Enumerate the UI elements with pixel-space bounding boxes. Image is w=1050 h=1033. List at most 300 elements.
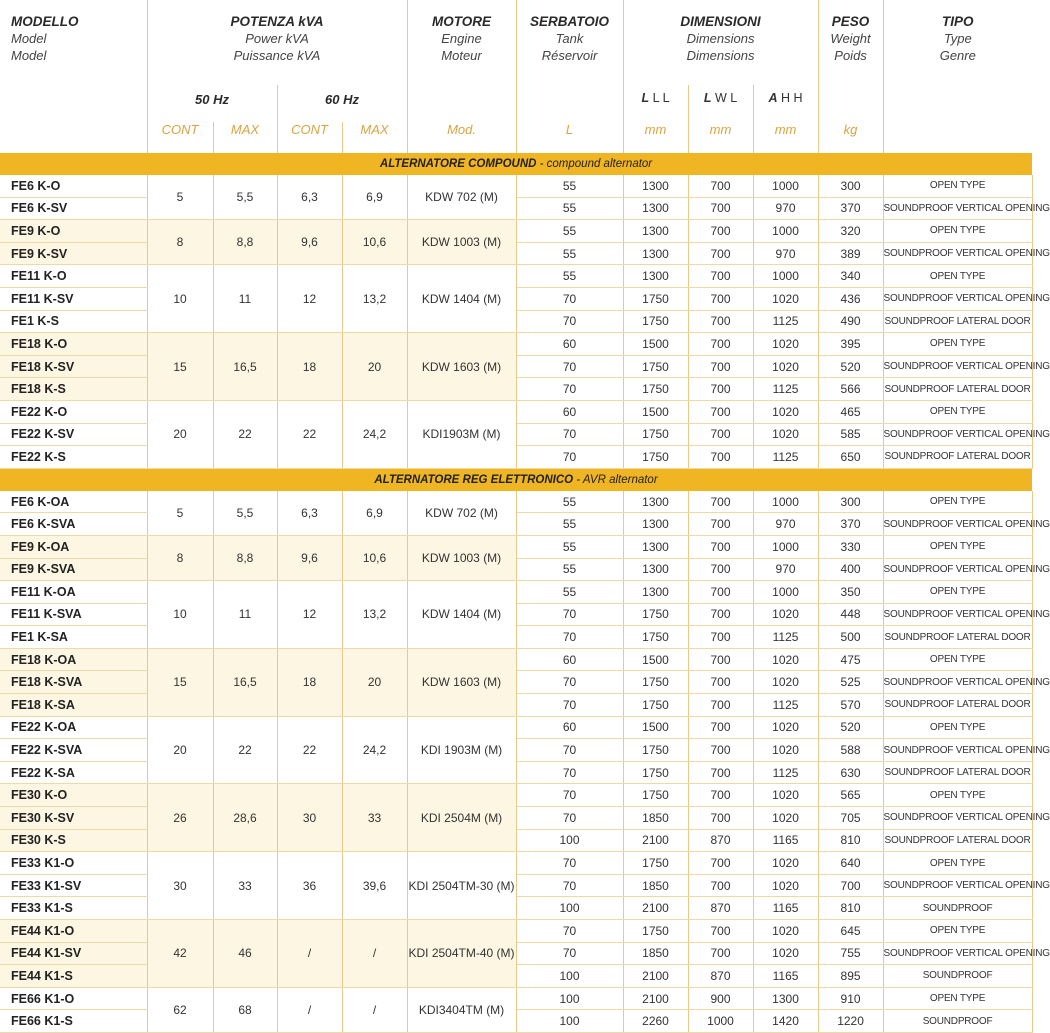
type-cell: SOUNDPROOF: [883, 897, 1032, 920]
power-60hz-max-cell: 10,6: [342, 220, 407, 265]
section-title: [0, 153, 1032, 175]
width-cell: 700: [688, 265, 753, 288]
model-cell: FE44 K1-SV: [0, 942, 147, 965]
col-header-modello: MODELLO Model Model: [0, 0, 147, 122]
col-header-peso: PESO Weight Poids: [818, 0, 883, 122]
type-cell: SOUNDPROOF VERTICAL OPENING: [883, 807, 1032, 830]
power-50hz-max-cell: 22: [213, 400, 277, 468]
power-60hz-max-cell: 24,2: [342, 716, 407, 784]
model-cell: FE22 K-OA: [0, 716, 147, 739]
engine-cell: KDI 2504M (M): [407, 784, 516, 852]
length-cell: 1300: [623, 581, 688, 604]
power-50hz-max-cell: 68: [213, 987, 277, 1032]
engine-cell: KDW 1003 (M): [407, 220, 516, 265]
engine-cell: KDI 2504TM-30 (M): [407, 852, 516, 920]
tank-cell: 70: [516, 446, 623, 469]
type-cell: SOUNDPROOF VERTICAL OPENING: [883, 287, 1032, 310]
power-50hz-cont-cell: 5: [147, 491, 213, 536]
type-cell: SOUNDPROOF VERTICAL OPENING: [883, 558, 1032, 581]
tank-cell: 60: [516, 648, 623, 671]
engine-cell: KDI 2504TM-40 (M): [407, 920, 516, 988]
type-cell: OPEN TYPE: [883, 716, 1032, 739]
width-cell: 700: [688, 310, 753, 333]
power-60hz-cont-cell: 9,6: [277, 535, 342, 580]
weight-cell: 520: [818, 355, 883, 378]
unit-max50: MAX: [213, 122, 277, 153]
tank-cell: 70: [516, 378, 623, 401]
length-cell: 1300: [623, 197, 688, 220]
width-cell: 700: [688, 648, 753, 671]
width-cell: 700: [688, 739, 753, 762]
power-50hz-cont-cell: 26: [147, 784, 213, 852]
tank-cell: 70: [516, 287, 623, 310]
weight-cell: 755: [818, 942, 883, 965]
tank-cell: 70: [516, 626, 623, 649]
length-cell: 1750: [623, 920, 688, 943]
height-cell: 1020: [753, 852, 818, 875]
height-cell: 1020: [753, 920, 818, 943]
table-row: [0, 852, 1032, 875]
type-cell: SOUNDPROOF LATERAL DOOR: [883, 694, 1032, 717]
height-cell: 1020: [753, 355, 818, 378]
type-cell: OPEN TYPE: [883, 333, 1032, 356]
weight-cell: 370: [818, 197, 883, 220]
length-cell: 1300: [623, 491, 688, 513]
width-cell: 700: [688, 220, 753, 243]
length-cell: 1750: [623, 626, 688, 649]
power-50hz-max-cell: 28,6: [213, 784, 277, 852]
tank-cell: 70: [516, 852, 623, 875]
height-cell: 1000: [753, 220, 818, 243]
model-cell: FE11 K-OA: [0, 581, 147, 604]
model-cell: FE18 K-OA: [0, 648, 147, 671]
power-50hz-max-cell: 46: [213, 920, 277, 988]
section-title-bold: ALTERNATORE COMPOUND: [379, 158, 537, 170]
model-cell: FE11 K-SVA: [0, 603, 147, 626]
weight-cell: 500: [818, 626, 883, 649]
height-cell: 1000: [753, 175, 818, 197]
width-cell: 700: [688, 446, 753, 469]
height-cell: 1020: [753, 716, 818, 739]
type-cell: OPEN TYPE: [883, 400, 1032, 423]
model-cell: FE9 K-SVA: [0, 558, 147, 581]
model-cell: FE22 K-SA: [0, 761, 147, 784]
length-cell: 1750: [623, 603, 688, 626]
type-cell: SOUNDPROOF VERTICAL OPENING: [883, 739, 1032, 762]
engine-cell: KDW 1404 (M): [407, 265, 516, 333]
length-cell: 1300: [623, 513, 688, 536]
weight-cell: 525: [818, 671, 883, 694]
col-header-serbatoio: SERBATOIO Tank Réservoir: [516, 0, 623, 122]
tank-cell: 100: [516, 987, 623, 1010]
width-cell: 700: [688, 400, 753, 423]
model-cell: FE11 K-SV: [0, 287, 147, 310]
height-cell: 1000: [753, 581, 818, 604]
type-cell: SOUNDPROOF VERTICAL OPENING: [883, 423, 1032, 446]
height-cell: 1000: [753, 535, 818, 558]
type-cell: SOUNDPROOF VERTICAL OPENING: [883, 874, 1032, 897]
tank-cell: 70: [516, 807, 623, 830]
width-cell: 700: [688, 761, 753, 784]
weight-cell: 810: [818, 897, 883, 920]
height-cell: 1020: [753, 784, 818, 807]
length-cell: 1750: [623, 310, 688, 333]
table-row: [0, 400, 1032, 423]
length-cell: 1750: [623, 739, 688, 762]
tank-cell: 55: [516, 535, 623, 558]
model-cell: FE22 K-O: [0, 400, 147, 423]
power-60hz-max-cell: 20: [342, 333, 407, 401]
width-cell: 700: [688, 558, 753, 581]
height-cell: 1020: [753, 333, 818, 356]
tank-cell: 100: [516, 1010, 623, 1033]
power-60hz-cont-cell: 12: [277, 265, 342, 333]
engine-cell: KDW 1603 (M): [407, 333, 516, 401]
width-cell: 870: [688, 965, 753, 988]
power-60hz-cont-cell: 22: [277, 716, 342, 784]
length-cell: 2260: [623, 1010, 688, 1033]
length-cell: 1750: [623, 784, 688, 807]
width-cell: 700: [688, 852, 753, 875]
height-cell: 970: [753, 558, 818, 581]
width-cell: 870: [688, 897, 753, 920]
type-cell: SOUNDPROOF VERTICAL OPENING: [883, 671, 1032, 694]
weight-cell: 389: [818, 242, 883, 265]
length-cell: 1300: [623, 265, 688, 288]
power-60hz-cont-cell: 6,3: [277, 491, 342, 536]
power-60hz-max-cell: 33: [342, 784, 407, 852]
width-cell: 700: [688, 355, 753, 378]
length-cell: 1750: [623, 378, 688, 401]
tank-cell: 100: [516, 965, 623, 988]
weight-cell: 465: [818, 400, 883, 423]
unit-mm-l: mm: [623, 122, 688, 153]
height-cell: 1125: [753, 378, 818, 401]
col-header-tipo: TIPO Type Genre: [939, 14, 976, 63]
height-cell: 1020: [753, 807, 818, 830]
type-cell: SOUNDPROOF LATERAL DOOR: [883, 378, 1032, 401]
engine-cell: KDW 1603 (M): [407, 648, 516, 716]
type-cell: SOUNDPROOF LATERAL DOOR: [883, 446, 1032, 469]
table-row: [0, 648, 1032, 671]
height-cell: 1020: [753, 671, 818, 694]
type-cell: SOUNDPROOF VERTICAL OPENING: [883, 355, 1032, 378]
height-cell: 1125: [753, 626, 818, 649]
weight-cell: 910: [818, 987, 883, 1010]
height-cell: 1420: [753, 1010, 818, 1033]
tank-cell: 55: [516, 491, 623, 513]
length-cell: 2100: [623, 829, 688, 852]
power-50hz-cont-cell: 62: [147, 987, 213, 1032]
power-50hz-cont-cell: 10: [147, 265, 213, 333]
unit-mm-h: mm: [753, 122, 818, 153]
height-cell: 1020: [753, 874, 818, 897]
model-cell: FE22 K-S: [0, 446, 147, 469]
width-cell: 700: [688, 581, 753, 604]
power-50hz-cont-cell: 20: [147, 400, 213, 468]
height-cell: 1020: [753, 942, 818, 965]
weight-cell: 700: [818, 874, 883, 897]
power-60hz-max-cell: 13,2: [342, 581, 407, 649]
type-cell: OPEN TYPE: [883, 581, 1032, 604]
length-cell: 2100: [623, 965, 688, 988]
table-row: [0, 535, 1032, 558]
length-cell: 1500: [623, 400, 688, 423]
unit-cont50: CONT: [147, 122, 213, 153]
col-header-dimensioni: DIMENSIONI Dimensions Dimensions: [623, 0, 818, 85]
power-50hz-cont-cell: 15: [147, 648, 213, 716]
section-title-rest: - AVR alternator: [573, 473, 658, 486]
table-body: [0, 153, 1050, 1032]
width-cell: 700: [688, 942, 753, 965]
model-cell: FE6 K-SV: [0, 197, 147, 220]
type-cell: SOUNDPROOF VERTICAL OPENING: [883, 513, 1032, 536]
length-cell: 1750: [623, 446, 688, 469]
tank-cell: 70: [516, 739, 623, 762]
power-60hz-max-cell: 24,2: [342, 400, 407, 468]
power-50hz-max-cell: 33: [213, 852, 277, 920]
type-cell: SOUNDPROOF VERTICAL OPENING: [883, 242, 1032, 265]
weight-cell: 565: [818, 784, 883, 807]
power-60hz-cont-cell: 18: [277, 333, 342, 401]
length-cell: 1500: [623, 716, 688, 739]
unit-mm-w: mm: [688, 122, 753, 153]
unit-kg: kg: [818, 122, 883, 153]
type-cell: SOUNDPROOF LATERAL DOOR: [883, 310, 1032, 333]
height-cell: 1125: [753, 446, 818, 469]
engine-cell: KDI 1903M (M): [407, 716, 516, 784]
model-cell: FE22 K-SV: [0, 423, 147, 446]
type-cell: OPEN TYPE: [883, 220, 1032, 243]
table-row: [0, 716, 1032, 739]
tank-cell: 55: [516, 581, 623, 604]
power-60hz-cont-cell: 9,6: [277, 220, 342, 265]
width-cell: 700: [688, 694, 753, 717]
weight-cell: 585: [818, 423, 883, 446]
power-50hz-max-cell: 5,5: [213, 491, 277, 536]
model-cell: FE18 K-SVA: [0, 671, 147, 694]
height-cell: 1125: [753, 694, 818, 717]
power-60hz-max-cell: /: [342, 920, 407, 988]
power-50hz-cont-cell: 10: [147, 581, 213, 649]
weight-cell: 448: [818, 603, 883, 626]
section-title-bold: ALTERNATORE REG ELETTRONICO: [374, 473, 574, 486]
type-cell: SOUNDPROOF LATERAL DOOR: [883, 761, 1032, 784]
weight-cell: 520: [818, 716, 883, 739]
height-cell: 1020: [753, 400, 818, 423]
table-row: [0, 491, 1032, 513]
tank-cell: 55: [516, 513, 623, 536]
model-cell: FE33 K1-S: [0, 897, 147, 920]
power-60hz-cont-cell: /: [277, 987, 342, 1032]
model-cell: FE6 K-OA: [0, 491, 147, 513]
model-cell: FE18 K-SA: [0, 694, 147, 717]
width-cell: 700: [688, 920, 753, 943]
length-cell: 1750: [623, 671, 688, 694]
dim-w-header: L W L: [688, 85, 753, 122]
tank-cell: 70: [516, 355, 623, 378]
table-row: [0, 220, 1032, 243]
model-cell: FE18 K-SV: [0, 355, 147, 378]
type-cell: SOUNDPROOF VERTICAL OPENING: [883, 603, 1032, 626]
width-cell: 1000: [688, 1010, 753, 1033]
power-60hz-cont-cell: 6,3: [277, 175, 342, 220]
tank-cell: 70: [516, 603, 623, 626]
hz50-header: 50 Hz: [147, 85, 277, 122]
power-50hz-max-cell: 8,8: [213, 535, 277, 580]
height-cell: 1165: [753, 897, 818, 920]
height-cell: 1165: [753, 965, 818, 988]
tank-cell: 70: [516, 920, 623, 943]
weight-cell: 475: [818, 648, 883, 671]
model-cell: FE18 K-O: [0, 333, 147, 356]
weight-cell: 320: [818, 220, 883, 243]
weight-cell: 588: [818, 739, 883, 762]
unit-max60: MAX: [342, 122, 407, 153]
power-50hz-max-cell: 16,5: [213, 648, 277, 716]
power-60hz-max-cell: 6,9: [342, 175, 407, 220]
model-cell: FE9 K-OA: [0, 535, 147, 558]
power-60hz-cont-cell: 22: [277, 400, 342, 468]
height-cell: 1000: [753, 265, 818, 288]
table-row: [0, 265, 1032, 288]
tank-cell: 55: [516, 197, 623, 220]
power-50hz-cont-cell: 8: [147, 535, 213, 580]
power-60hz-max-cell: /: [342, 987, 407, 1032]
model-cell: FE44 K1-O: [0, 920, 147, 943]
width-cell: 700: [688, 626, 753, 649]
model-cell: FE22 K-SVA: [0, 739, 147, 762]
type-cell: OPEN TYPE: [883, 852, 1032, 875]
height-cell: 1165: [753, 829, 818, 852]
engine-cell: KDW 702 (M): [407, 175, 516, 220]
model-cell: FE9 K-O: [0, 220, 147, 243]
table-row: [0, 333, 1032, 356]
height-cell: 1125: [753, 310, 818, 333]
power-60hz-cont-cell: 12: [277, 581, 342, 649]
type-cell: OPEN TYPE: [883, 491, 1032, 513]
height-cell: 1000: [753, 491, 818, 513]
length-cell: 1750: [623, 852, 688, 875]
power-50hz-cont-cell: 20: [147, 716, 213, 784]
power-50hz-cont-cell: 5: [147, 175, 213, 220]
power-60hz-max-cell: 13,2: [342, 265, 407, 333]
power-50hz-max-cell: 11: [213, 265, 277, 333]
length-cell: 1750: [623, 694, 688, 717]
height-cell: 1300: [753, 987, 818, 1010]
model-cell: FE1 K-S: [0, 310, 147, 333]
tank-cell: 55: [516, 558, 623, 581]
table-row: [0, 581, 1032, 604]
model-cell: FE33 K1-SV: [0, 874, 147, 897]
width-cell: 700: [688, 287, 753, 310]
width-cell: 700: [688, 535, 753, 558]
power-60hz-cont-cell: /: [277, 920, 342, 988]
weight-cell: 810: [818, 829, 883, 852]
model-cell: FE1 K-SA: [0, 626, 147, 649]
length-cell: 1300: [623, 220, 688, 243]
height-cell: 1020: [753, 287, 818, 310]
height-cell: 1020: [753, 603, 818, 626]
power-50hz-cont-cell: 15: [147, 333, 213, 401]
tank-cell: 70: [516, 784, 623, 807]
model-cell: FE30 K-O: [0, 784, 147, 807]
tank-cell: 55: [516, 175, 623, 197]
weight-cell: 300: [818, 175, 883, 197]
height-cell: 970: [753, 242, 818, 265]
weight-cell: 300: [818, 491, 883, 513]
length-cell: 2100: [623, 987, 688, 1010]
weight-cell: 895: [818, 965, 883, 988]
length-cell: 1750: [623, 761, 688, 784]
width-cell: 700: [688, 491, 753, 513]
power-60hz-max-cell: 6,9: [342, 491, 407, 536]
weight-cell: 570: [818, 694, 883, 717]
power-50hz-max-cell: 8,8: [213, 220, 277, 265]
power-50hz-max-cell: 11: [213, 581, 277, 649]
length-cell: 1750: [623, 423, 688, 446]
model-cell: FE33 K1-O: [0, 852, 147, 875]
type-cell: SOUNDPROOF LATERAL DOOR: [883, 626, 1032, 649]
tank-cell: 70: [516, 671, 623, 694]
hz60-header: 60 Hz: [277, 85, 407, 122]
length-cell: 1850: [623, 874, 688, 897]
section-header: [0, 153, 1032, 175]
power-50hz-max-cell: 5,5: [213, 175, 277, 220]
width-cell: 700: [688, 874, 753, 897]
model-cell: FE9 K-SV: [0, 242, 147, 265]
weight-cell: 350: [818, 581, 883, 604]
length-cell: 1300: [623, 558, 688, 581]
model-cell: FE6 K-O: [0, 175, 147, 197]
engine-cell: KDI3404TM (M): [407, 987, 516, 1032]
power-60hz-max-cell: 10,6: [342, 535, 407, 580]
power-50hz-cont-cell: 30: [147, 852, 213, 920]
table-row: [0, 175, 1032, 197]
tank-cell: 70: [516, 942, 623, 965]
weight-cell: 630: [818, 761, 883, 784]
section-header: [0, 468, 1032, 491]
tank-cell: 70: [516, 423, 623, 446]
table-row: [0, 987, 1032, 1010]
width-cell: 700: [688, 333, 753, 356]
unit-blank: [0, 122, 147, 153]
length-cell: 1500: [623, 648, 688, 671]
tank-cell: 60: [516, 716, 623, 739]
type-cell: OPEN TYPE: [883, 535, 1032, 558]
power-50hz-max-cell: 16,5: [213, 333, 277, 401]
weight-cell: 395: [818, 333, 883, 356]
model-cell: FE18 K-S: [0, 378, 147, 401]
tank-cell: 55: [516, 265, 623, 288]
tank-cell: 100: [516, 897, 623, 920]
length-cell: 1750: [623, 355, 688, 378]
width-cell: 700: [688, 423, 753, 446]
width-cell: 700: [688, 242, 753, 265]
weight-cell: 400: [818, 558, 883, 581]
type-cell: OPEN TYPE: [883, 920, 1032, 943]
type-cell: OPEN TYPE: [883, 987, 1032, 1010]
section-title: [0, 468, 1032, 491]
weight-cell: 650: [818, 446, 883, 469]
tank-cell: 100: [516, 829, 623, 852]
unit-mod: Mod.: [407, 122, 516, 153]
unit-blank-tipo: [883, 122, 1032, 153]
dim-l-header: L L L: [623, 85, 688, 122]
unit-cont60: CONT: [277, 122, 342, 153]
power-60hz-max-cell: 20: [342, 648, 407, 716]
type-cell: SOUNDPROOF: [883, 1010, 1032, 1033]
